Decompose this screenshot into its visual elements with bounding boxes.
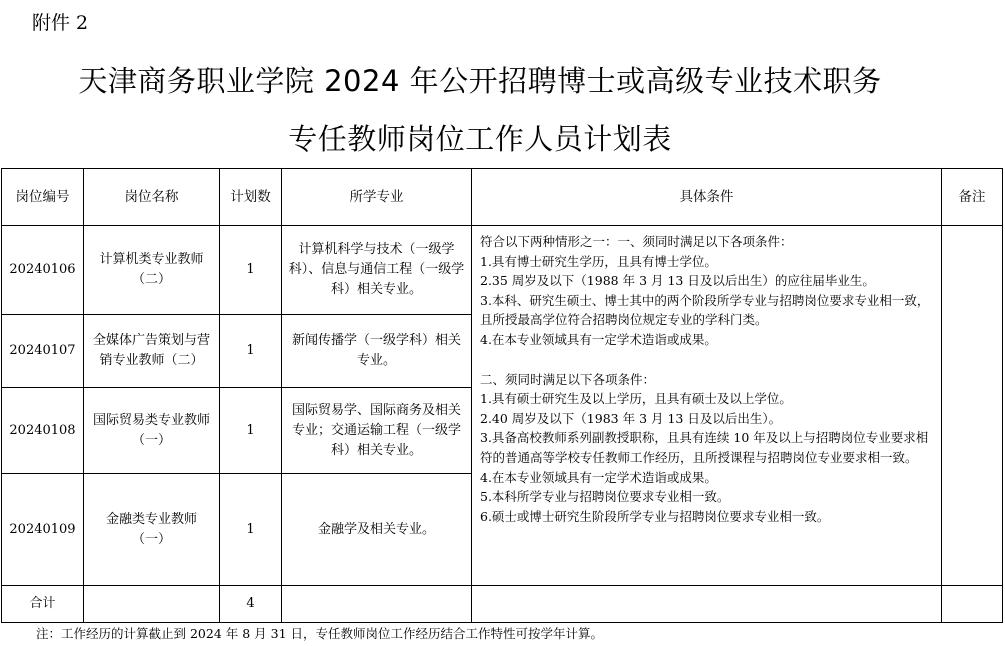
table-row [2, 226, 1003, 315]
remark-cell [942, 226, 1003, 586]
header-code: 岗位编号 [2, 169, 84, 226]
total-count: 4 [220, 586, 282, 623]
page-title-line2: 专任教师岗位工作人员计划表 [288, 122, 672, 156]
row-count: 1 [220, 474, 282, 586]
row-major: 新闻传播学（一级学科）相关专业。 [282, 315, 472, 388]
row-major: 金融学及相关专业。 [282, 474, 472, 586]
header-name: 岗位名称 [84, 169, 220, 226]
conditions-intro: 符合以下两种情形之一：一、须同时满足以下各项条件： [480, 234, 793, 249]
row-code: 20240107 [2, 315, 84, 388]
row-code: 20240108 [2, 388, 84, 474]
condition-item: 1.具有博士研究生学历，且具有博士学位。 [480, 253, 717, 269]
row-code: 20240106 [2, 226, 84, 315]
total-label: 合计 [2, 586, 84, 623]
header-remark: 备注 [942, 169, 1003, 226]
row-name: 金融类专业教师（一） [84, 474, 220, 586]
footnote: 注：工作经历的计算截止到 2024 年 8 月 31 日，专任教师岗位工作经历结合工作特性可按学年计算。 [36, 626, 604, 641]
row-name: 国际贸易类专业教师（一） [84, 388, 220, 474]
table-header-row [2, 169, 1003, 226]
row-count: 1 [220, 315, 282, 388]
attachment-label: 附件 2 [32, 12, 89, 34]
header-count: 计划数 [220, 169, 282, 226]
condition-item: 3.具备高校教师系列副教授职称，且具有连续 10 年及以上与招聘岗位专业要求相符的普通高等学校专任教师工作经历，且所授课程与招聘岗位专业要求相一致。 [480, 430, 929, 465]
condition-item: 3.本科、研究生硕士、博士其中的两个阶段所学专业与招聘岗位要求专业相一致，且所授最高学位符合招聘岗位规定专业的学科门类。 [480, 292, 930, 328]
condition-item: 4.在本专业领域具有一定学术造诣或成果。 [480, 469, 717, 485]
condition-item: 1.具有硕士研究生及以上学历，且具有硕士及以上学位。 [480, 391, 792, 407]
page-title-line1: 天津商务职业学院 2024 年公开招聘博士或高级专业技术职务 [78, 64, 882, 98]
condition-item: 6.硕士或博士研究生阶段所学专业与招聘岗位要求专业相一致。 [480, 508, 830, 524]
conditions-cell [472, 226, 942, 586]
total-row [2, 586, 1003, 623]
conditions-section2-title: 二、须同时满足以下各项条件： [480, 371, 656, 387]
row-count: 1 [220, 388, 282, 474]
header-conditions: 具体条件 [472, 169, 942, 226]
condition-item: 5.本科所学专业与招聘岗位要求专业相一致。 [480, 489, 730, 505]
row-major: 计算机科学与技术（一级学科）、信息与通信工程（一级学科）相关专业。 [282, 226, 472, 315]
row-name: 全媒体广告策划与营销专业教师（二） [84, 315, 220, 388]
condition-item: 2.35 周岁及以下（1988 年 3 月 13 日及以后出生）的应往届毕业生。 [480, 273, 875, 289]
condition-item: 2.40 周岁及以下（1983 年 3 月 13 日及以后出生）。 [480, 410, 782, 426]
row-code: 20240109 [2, 474, 84, 586]
condition-item: 4.在本专业领域具有一定学术造诣或成果。 [480, 331, 717, 347]
row-major: 国际贸易学、国际商务及相关专业；交通运输工程（一级学科）相关专业。 [282, 388, 472, 474]
row-name: 计算机类专业教师（二） [84, 226, 220, 315]
header-major: 所学专业 [282, 169, 472, 226]
recruitment-plan-table [1, 168, 1003, 623]
row-count: 1 [220, 226, 282, 315]
